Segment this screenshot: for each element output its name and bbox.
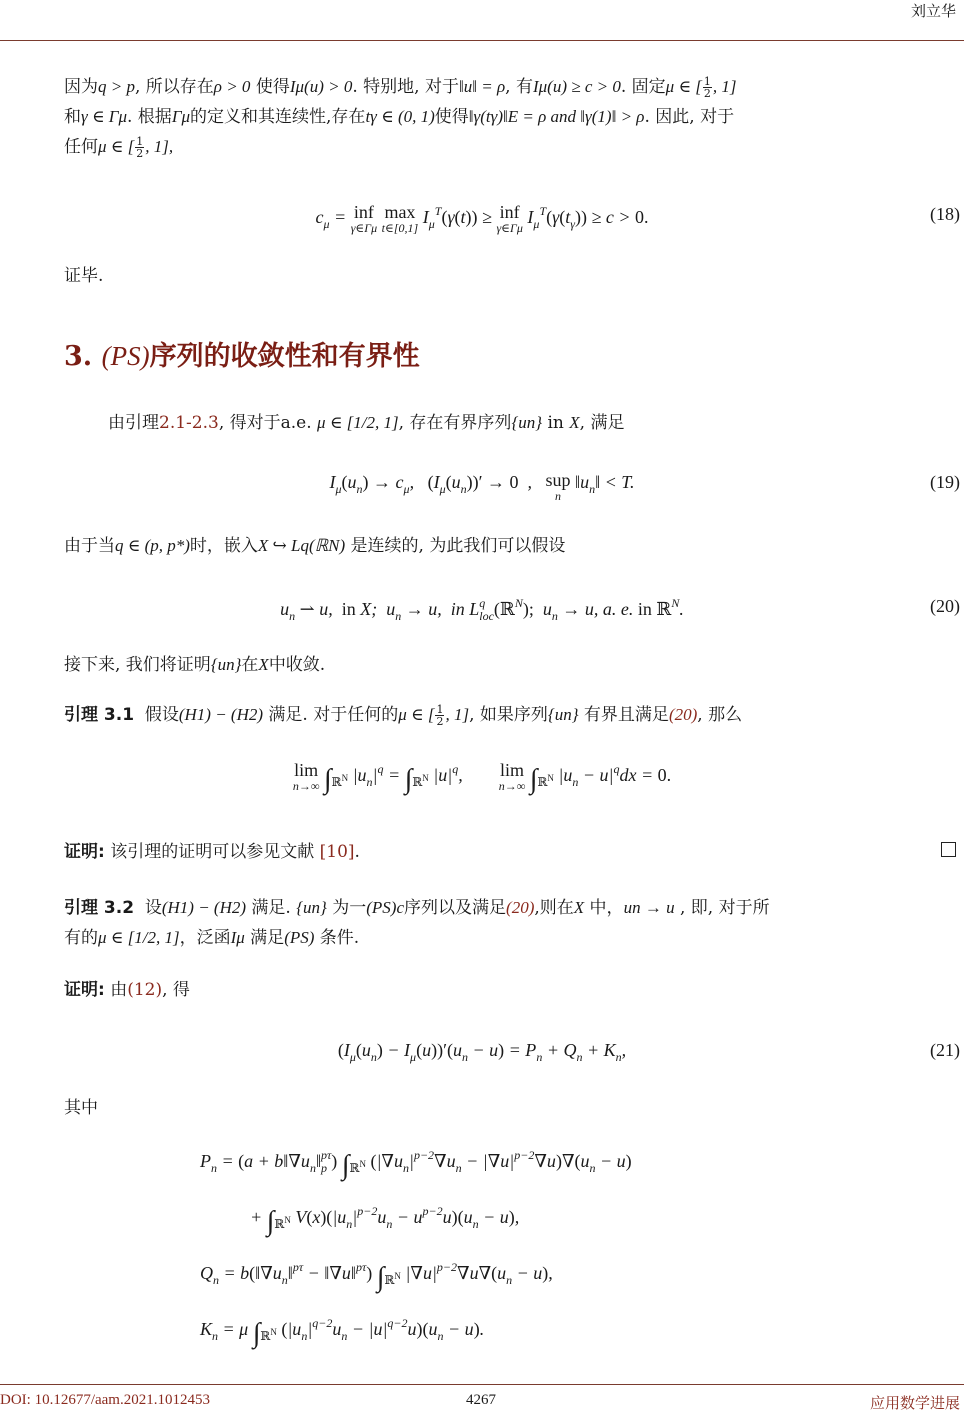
proof-title: 证明: [64,980,105,1000]
math: X [258,655,269,674]
footer-rule [0,1384,964,1385]
header-rule [0,40,964,41]
math: Iμ [230,928,245,947]
math: tγ ∈ (0, 1) [365,107,435,126]
equation-number: (21) [930,1040,960,1060]
text: , 存在有界序列 [398,413,512,433]
math: {un} [547,705,579,724]
denominator: 2 [436,715,444,728]
numerator: 1 [436,703,444,716]
math: ‖γ(tγ)‖E = ρ and ‖γ(1)‖ > ρ [468,107,645,126]
equation-18 [0,198,964,238]
definition-Kn: $K_n = \mu$ $\int_{ℝ^N}$ $(|u_n|^{q-2}u_n - |u|^{q-2}u)(u_n - u)$. [200,1316,485,1349]
text: 接下来, 我们将证明 [64,655,211,675]
lemma32-line1 [64,893,964,923]
text: 由引理 [108,413,159,433]
text: 该引理的证明可以参见文献 [104,842,320,862]
equation-20 [0,590,964,630]
text: 和 [64,107,81,127]
reference-link[interactable]: (20) [506,898,535,917]
text: ,则在 [534,898,574,918]
lemma32-line2 [64,923,964,953]
lemma-title: 引理 3.1 [64,705,135,725]
paragraph-2 [108,408,964,438]
footer-doi[interactable]: DOI: 10.12677/aam.2021.1012453 [0,1392,210,1408]
equation-21-body: $(I_\mu(u_n) - I_\mu(u))'(u_n - u) = P_n + Q_n + K_n$, [337,1040,627,1064]
math: (PS) [284,928,315,947]
para1-line2 [64,102,964,132]
math: Iμ(u) > 0 [289,77,353,96]
section-heading [64,334,420,373]
para1-line3 [64,132,964,162]
text: 因为 [64,77,98,97]
text: 满足. [246,898,297,918]
equation-19 [0,466,964,506]
math: (H1) − (H2) [161,898,247,917]
lemma-3-2 [64,893,964,953]
text: . 根据 [127,107,172,127]
proof-1 [64,838,964,867]
text: , 得 [162,980,190,1000]
math: {un} [511,413,543,432]
math: μ ∈ [ [98,137,135,156]
text: 是连续的, 为此我们可以假设 [345,536,566,556]
section-math: (PS) [101,341,150,371]
text: in [542,413,570,433]
text: 在 [241,655,259,675]
math: γ ∈ Γμ [81,107,127,126]
subscript: γ∈Γμ [496,221,523,235]
text: 使得 [434,107,469,127]
text: , 满足 [579,413,625,433]
text: 中， [584,898,624,918]
text: 有界且满足 [578,705,669,725]
text: 使得 [250,77,290,97]
paragraph-5: 其中 [64,1098,98,1118]
text: 满足. 对于任何的 [263,705,399,725]
numerator: 1 [703,75,711,88]
text: , 即, 对于所 [674,898,770,918]
text: 由 [104,980,128,1000]
definition-Pn-cont: + $\int_{ℝ^N}$ $V(x)(|u_n|^{p-2}u_n - u^{p-2}u)(u_n - u)$, [250,1204,520,1237]
equation-21 [0,1034,964,1074]
fraction [435,704,444,727]
math: μ ∈ [ [398,705,435,724]
math: {un} [210,655,242,674]
math: un → u [623,898,675,917]
text: , 如果序列 [469,705,548,725]
text: , 有 [505,77,533,97]
math: , 1] [712,77,737,96]
text: 满足 [244,928,285,948]
math: (PS)c [366,898,405,917]
reference-link[interactable]: (20) [668,705,698,724]
equation-20-body: $u_n$ ⇀ u, in X; $u_n \to u$, in $L^q_{loc}(ℝ^N)$; $u_n \to u$, a. e. in ℝ$^N$. [280,596,684,623]
text: 任何 [64,137,98,157]
math: {un} [296,898,327,917]
lemma-3-1-equation-body: lim n→∞ $\int_{ℝ^N}$ $|u_n|^q = \int_{ℝ^N}$ $|u|^q$, lim n→∞ $\int_{ℝ^N}$ $|u_n - u|^qdx = 0$. [292,760,672,795]
math: ρ > 0 [213,77,251,96]
text: 有的 [64,928,98,948]
text: , 所以存在 [134,77,214,97]
subscript: t∈[0,1] [381,221,419,235]
text: ，泛函 [179,928,231,948]
math: ‖u‖ = ρ [458,77,506,96]
text: 中收敛. [268,655,326,675]
definition-Qn: $Q_n$ = $b(‖\nabla u_n‖^{p\tau}$ − ‖∇u‖$^{p\tau}$) $\int_{ℝ^N}$ $|\nabla u|^{p-2}\nabla u\nabla(u_n - u)$, [200,1260,553,1293]
text: 时，嵌入 [189,536,258,556]
qed-symbol [941,842,956,857]
equation-number: (19) [930,472,960,492]
footer-journal[interactable]: 应用数学进展 [869,1396,960,1412]
section-title: 序列的收敛性和有界性 [149,341,420,372]
definition-Pn: $P_n = (a$ + $b‖\nabla u_n‖_p^{p\tau}$) $\int_{ℝ^N}$ $(|\nabla u_n|^{p-2}\nabla u_n - |\nabla u|^{p-2}\nabla u)\nabla(u_n - u)$ [200,1148,632,1181]
proof-2 [64,976,964,1005]
text: 由于当 [64,536,115,556]
text: , 得对于a.e. [218,413,318,433]
math: q > p [98,77,135,96]
proof-title: 证明: [64,842,105,862]
text: 序列以及满足 [404,898,507,918]
text: 的定义和其连续性,存在 [190,107,366,127]
header-author: 刘立华 [910,2,956,20]
lemma-3-1-equation [0,756,964,796]
reference-link[interactable]: [10] [319,842,355,862]
text: 假设 [144,705,179,725]
numerator: 1 [136,135,144,148]
fraction [135,136,144,159]
math: μ ∈ [1/2, 1] [98,928,180,947]
subscript: γ∈Γμ [350,221,378,235]
math: μ ∈ [1/2, 1] [317,413,399,432]
math: Γμ [171,107,191,126]
math: , 1], [145,137,174,156]
paragraph-1 [64,72,964,162]
reference-link[interactable]: 2.1-2.3 [159,413,219,433]
text: . 固定 [620,77,666,97]
section-number: 3. [64,341,93,372]
text: . 特别地, 对于 [352,77,459,97]
footer-page-number: 4267 [466,1392,496,1408]
equation-19-body: $I_\mu(u_n) \to c_\mu$, $(I_\mu(u_n))' \to 0$ , sup n $‖u_n‖ < T$. [329,470,635,503]
denominator: 2 [136,147,144,160]
math: X [569,413,580,432]
equation-18-body: $c_\mu$ = inf γ∈Γμ max t∈[0,1] $I_\mu^T(\gamma(t))$ ≥ inf γ∈Γμ $I_\mu^T(\gamma(t_\gamma)) \ge c > 0$. [315,202,649,235]
proof-end: 证毕. [64,266,104,286]
lemma-title: 引理 3.2 [64,898,135,918]
text: 为一 [326,898,367,918]
math: μ ∈ [ [665,77,702,96]
fraction [703,76,712,99]
math: (H1) − (H2) [178,705,264,724]
text: . [354,842,360,862]
text: . 因此, 对于 [644,107,735,127]
denominator: 2 [703,87,711,100]
math: Iμ(u) ≥ c > 0 [532,77,621,96]
text: 设 [144,898,162,918]
paragraph-4 [64,650,964,680]
text: , 那么 [697,705,743,725]
paragraph-3 [64,531,964,561]
reference-link[interactable]: (12) [127,980,163,1000]
para1-line1 [64,72,964,102]
lemma-3-1 [64,700,964,730]
equation-number: (18) [930,204,960,224]
math: X [573,898,585,917]
equation-number: (20) [930,596,960,616]
math: q ∈ (p, p*) [115,536,190,555]
text: 条件. [314,928,360,948]
math: X ↪ Lq(ℝN) [257,536,346,555]
math: , 1] [445,705,470,724]
